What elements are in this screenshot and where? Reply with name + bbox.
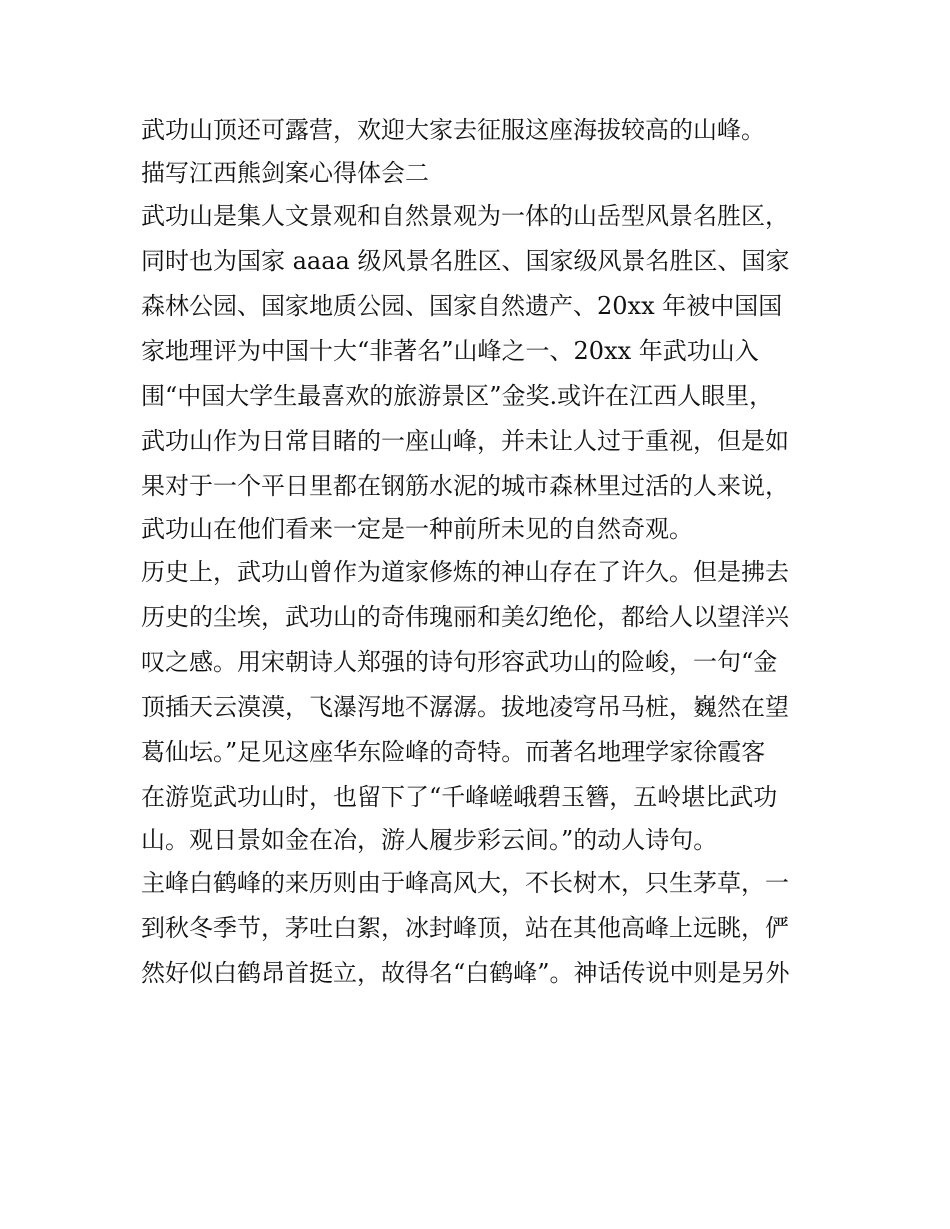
text-line: 武功山在他们看来一定是一种前所未见的自然奇观。 [141, 515, 693, 543]
text-line: 围“中国大学生最喜欢的旅游景区”金奖.或许在江西人眼里， [141, 382, 774, 410]
text-line: 武功山顶还可露营，欢迎大家去征服这座海拔较高的山峰。 [141, 116, 765, 144]
text-line: 历史上，武功山曾作为道家修炼的神山存在了许久。但是拂去 [141, 558, 789, 586]
document-body [141, 108, 821, 996]
text-line: 家地理评为中国十大“非著名”山峰之一、20xx 年武功山入 [141, 337, 759, 365]
text-line: 主峰白鹤峰的来历则由于峰高风大，不长树木，只生茅草，一 [141, 869, 789, 897]
text-line: 山。观日景如金在冶，游人履步彩云间。”的动人诗句。 [141, 826, 718, 854]
text-line: 森林公园、国家地质公园、国家自然遗产、20xx 年被中国国 [141, 292, 783, 320]
text-line: 武功山是集人文景观和自然景观为一体的山岳型风景名胜区， [141, 202, 789, 230]
text-line: 然好似白鹤昂首挺立，故得名“白鹤峰”。神话传说中则是另外 [141, 959, 790, 987]
text-line: 在游览武功山时，也留下了“千峰嵯峨碧玉簪，五岭堪比武功 [141, 783, 778, 811]
text-line: 历史的尘埃，武功山的奇伟瑰丽和美幻绝伦，都给人以望洋兴 [141, 603, 789, 631]
text-line: 果对于一个平日里都在钢筋水泥的城市森林里过活的人来说， [141, 472, 789, 500]
section-heading: 描写江西熊剑案心得体会二 [141, 159, 429, 187]
text-line: 到秋冬季节，茅吐白絮，冰封峰顶，站在其他高峰上远眺，俨 [141, 914, 789, 942]
text-line: 葛仙坛。”足见这座华东险峰的奇特。而著名地理学家徐霞客 [141, 738, 766, 766]
text-line: 顶插天云漠漠，飞瀑泻地不潺潺。拔地凌穹吊马桩，巍然在望 [141, 693, 789, 721]
text-line: 武功山作为日常目睹的一座山峰，并未让人过于重视，但是如 [141, 427, 789, 455]
text-line: 叹之感。用宋朝诗人郑强的诗句形容武功山的险峻，一句“金 [141, 648, 778, 676]
text-line: 同时也为国家 aaaa 级风景名胜区、国家级风景名胜区、国家 [141, 247, 790, 275]
